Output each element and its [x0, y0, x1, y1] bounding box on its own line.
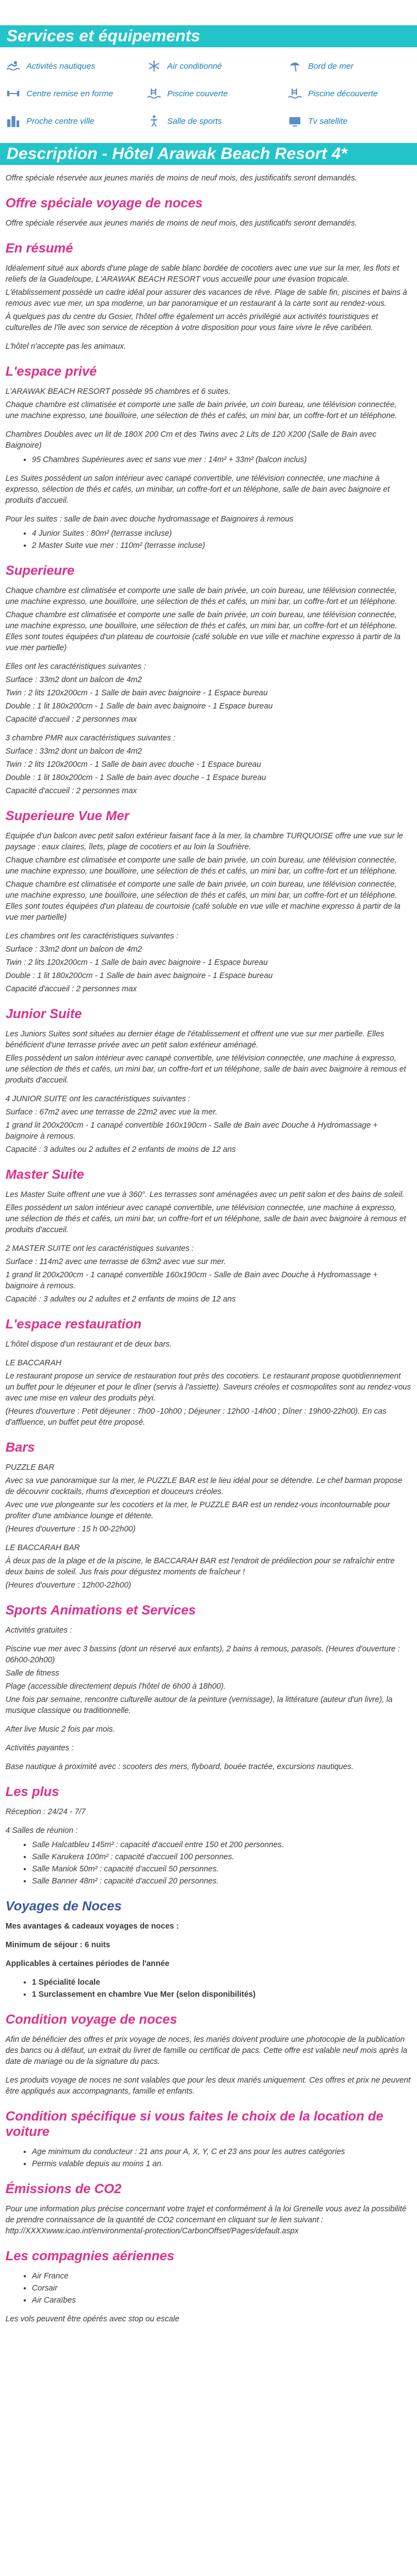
spec-line: Les chambres ont les caractéristiques suivantes : [6, 932, 179, 941]
spec-line: Capacité d'accueil : 2 personnes max [6, 985, 137, 993]
spec-line: Capacité d'accueil : 2 personnes max [6, 715, 137, 724]
section-title: Superieure [6, 563, 75, 578]
paragraph: Pour une information plus précise concernant votre trajet et conformément à la loi Grenelle vous avez la possibilité de prendre connaissance de la quantité de CO2 concernant en cliquant sur le lien suivant : http://XXXXwww.icao.int/environmental-protection/CarbonOffset/Pages/default.aspx [6, 2205, 407, 2236]
paragraph: À deux pas de la plage et de la piscine, le BACCARAH BAR est l'endroit de prédilection pour se rafraîchir entre deux bains de soleil. Jus frais pour dégustez moments de fraîcheur ! [6, 1557, 395, 1577]
paragraph: Chambres Doubles avec un lit de 180X 200 Cm et des Twins avec 2 Lits de 120 X200 (Salle de Bain avec Baignoire) [6, 430, 377, 450]
paragraph: Minimum de séjour : 6 nuits [6, 1941, 111, 1949]
service-proche-centre-ville [6, 114, 146, 128]
service-activites-nautiques [6, 59, 146, 73]
service-air-conditionne [146, 59, 287, 73]
spec-line: 1 grand lit 200x200cm - 1 canapé convertible 160x190cm - Salle de Bain avec Douche à Hydromassage + baignoire à remous. [6, 1271, 378, 1290]
dumbbell-icon [6, 87, 21, 100]
list-item: • 1 Spécialité locale [32, 1977, 411, 1988]
paragraph: Elles possèdent un salon intérieur avec canapé convertible, une télévision connectée, une machine à expresso, une sélection de thés et cafés, un mini bar, un coffre-fort et un téléphone, salle de bain avec baignoire à remous et produits d'accueil. [6, 1204, 406, 1234]
service-label: Piscine découverte [308, 89, 378, 98]
section-title: L'espace restauration [6, 1317, 142, 1332]
spec-line: Double : 1 lit 180x200cm - 1 Salle de bain avec baignoire - 1 Espace bureau [6, 702, 273, 711]
paragraph: Les Juniors Suites sont situées au dernier étage de l'établissement et offrent une vue sur mer partielle. Elles bénéficient d'une terrasse privée avec un petit salon extérieur aménagé. [6, 1030, 385, 1050]
spec-line: 3 chambre PMR aux caractéristiques suivantes : [6, 734, 175, 743]
section-title: Voyages de Noces [6, 1899, 122, 1914]
paragraph: Offre spéciale réservée aux jeunes mariés de moins de neuf mois, des justificatifs seront demandés. [6, 219, 358, 228]
paragraph: Idéalement situé aux abords d'une plage de sable blanc bordée de cocotiers avec une vue sur la mer, les flots et reliefs de la Guadeloupe, L'ARAWAK BEACH RESORT vous accueille pour une évasion tropicale. [6, 264, 399, 284]
list-item: • 2 Master Suite vue mer : 110m² (terrasse incluse) [32, 540, 411, 551]
paragraph: Pour les suites : salle de bain avec douche hydromassage et Baignoires à remous [6, 515, 294, 524]
service-centre-remise-en-forme [6, 87, 146, 100]
paragraph: L'ARAWAK BEACH RESORT possède 95 chambres et 6 suites. [6, 387, 231, 396]
service-label: Air conditionné [167, 61, 222, 71]
pool-icon [146, 87, 162, 100]
list-item: • 95 Chambres Supérieures avec et sans vue mer : 14m² + 33m² (balcon inclus) [32, 454, 411, 465]
spec-line: Surface : 33m2 dont un balcon de 4m2 [6, 675, 142, 684]
paragraph: Activités gratuites : [6, 1626, 72, 1635]
paragraph: Chaque chambre est climatisée et comporte une salle de bain privée, un coin bureau, une télévision connectée, une machine expresso, une bouilloire, une sélection de thés et cafés, un mini bar, un coffre-fort et un téléphone. [6, 856, 397, 876]
meeting-rooms-list [6, 1839, 411, 1887]
paragraph: L'établissement possède un cadre idéal pour assurer des vacances de rêve. Plage de sable fin, piscines et bains à remous avec vue mer, un spa moderne, un bar panoramique et un restaurant à la carte sont au rendez-vous. [6, 288, 407, 308]
intro-text: Offre spéciale réservée aux jeunes mariés de moins de neuf mois, des justificatifs seront demandés. [6, 174, 358, 183]
description-header: Description - Hôtel Arawak Beach Resort 4* [0, 143, 417, 165]
paragraph: Une fois par semaine, rencontre culturelle autour de la peinture (vernissage), la littérature (auteur d'un livre), la musique classique ou traditionnelle. [6, 1695, 393, 1715]
section-title: Sports Animations et Services [6, 1603, 196, 1618]
spec-line: 4 JUNIOR SUITE ont les caractéristiques suivantes : [6, 1095, 190, 1103]
paragraph: Base nautique à proximité avec : scooters des mers, flyboard, bouée tractée, excursions nautiques. [6, 1762, 354, 1771]
list-item: • Age minimum du conducteur : 21 ans pour A, X, Y, C et 23 ans pour les autres catégories [32, 2146, 411, 2157]
spec-line: Double : 1 lit 180x200cm - 1 Salle de bain avec baignoire - 1 Espace bureau [6, 971, 273, 980]
paragraph: Activités payantes : [6, 1744, 74, 1753]
room-list [6, 454, 411, 465]
spec-line: Capacité : 3 adultes ou 2 adultes et 2 enfants de moins de 12 ans [6, 1295, 236, 1304]
service-salle-de-sports [146, 114, 287, 128]
paragraph: Avec une vue plongeante sur les cocotiers et la mer, le PUZZLE BAR est un rendez-vous incontournable pour profiter d'une ambiance lounge et détente. [6, 1501, 390, 1520]
paragraph: Réception : 24/24 - 7/7 [6, 1808, 86, 1816]
list-item: • Corsair [32, 2283, 411, 2294]
bar-name: PUZZLE BAR [6, 1463, 54, 1472]
paragraph: Les Master Suite offrent une vue à 360°. Les terrasses sont aménagées avec un petit salon et des bains de soleil. [6, 1190, 404, 1199]
spec-line: 2 MASTER SUITE ont les caractéristiques suivantes : [6, 1244, 194, 1253]
opening-hours: (Heures d'ouverture : 15 h 00-22h00) [6, 1525, 136, 1534]
services-header: Services et équipements [0, 25, 417, 47]
spec-line: Double : 1 lit 180x200cm - 1 Salle de bain avec douche - 1 Espace bureau [6, 773, 266, 782]
paragraph: Les produits voyage de noces ne sont valables que pour les deux mariés uniquement. Ces offres et prix ne peuvent être appliqués aux accompagnants, famille et enfants. [6, 2076, 410, 2096]
service-label: Tv satellite [308, 116, 348, 126]
snowflake-icon [146, 59, 162, 73]
spec-line: Capacité d'accueil : 2 personnes max [6, 787, 137, 795]
opening-hours: (Heures d'ouverture : 12h00-22h00) [6, 1581, 131, 1590]
spec-line: Elles ont les caractéristiques suivantes : [6, 662, 146, 671]
service-label: Salle de sports [167, 116, 222, 126]
paragraph: Piscine vue mer avec 3 bassins (dont un réservé aux enfants), 2 bains à remous, parasols. (Heures d'ouverture : 06h00-20h00) [6, 1645, 400, 1665]
spec-line: Surface : 33m2 dont un balcon de 4m2 [6, 747, 142, 756]
paragraph: Chaque chambre est climatisée et comporte une salle de bain privée, un coin bureau, une télévision connectée, une machine expresso, une bouilloire, une sélection de thés et cafés, un mini bar, un coffre-fort et un téléphone. Elles sont toutes équipées d'un plateau de courtoisie (café soluble en vue ville et machine expresso à partir de la vue mer partielle) [6, 611, 400, 652]
paragraph: Avec sa vue panoramique sur la mer, le PUZZLE BAR est le lieu idéal pour se détendre. Le chef barman propose de découvrir cocktails, rhums d'exception et douceurs créoles. [6, 1476, 403, 1496]
spec-line: Twin : 2 lits 120x200cm - 1 Salle de bain avec baignoire - 1 Espace bureau [6, 958, 268, 967]
section-title: Superieure Vue Mer [6, 809, 129, 823]
service-piscine-couverte [146, 87, 287, 100]
paragraph: Chaque chambre est climatisée et comporte une salle de bain privée, un coin bureau, une télévision connectée, une machine expresso, une bouilloire, une sélection de thés et cafés, un mini bar, un coffre-fort et un téléphone. [6, 586, 397, 606]
paragraph: Applicables à certaines périodes de l'année [6, 1959, 169, 1968]
swimmer-icon [6, 59, 21, 73]
spec-line: 1 grand lit 200x200cm - 1 canapé convertible 160x190cm - Salle de Bain avec Douche à Hydromassage + baignoire à remous. [6, 1121, 378, 1141]
tv-icon [287, 114, 303, 128]
section-title: Condition voyage de noces [6, 2012, 178, 2027]
paragraph: Les vols peuvent être opérés avec stop ou escale [6, 2315, 179, 2324]
paragraph: Les Suites possèdent un salon intérieur avec canapé convertible, une télévision connectée, une machine à expresso, sélection de thés et cafés, un minibar, un coffre-fort et un téléphone, salle de bain avec baignoire et produits d'accueil. [6, 474, 390, 505]
paragraph: Elles possèdent un salon intérieur avec canapé convertible, une télévision connectée, une machine à expresso, une sélection de thés et cafés, un mini bar, un coffre-fort et un téléphone, salle de bain avec baignoire à remous et produits d'accueil. [6, 1054, 406, 1085]
spec-line: Surface : 114m2 avec une terrasse de 63m2 avec vue sur mer. [6, 1257, 226, 1266]
car-rental-conditions-list [6, 2146, 411, 2169]
service-label: Bord de mer [308, 61, 354, 71]
city-icon [6, 114, 21, 128]
paragraph: Mes avantages & cadeaux voyages de noces : [6, 1922, 179, 1931]
spec-line: Twin : 2 lits 120x200cm - 1 Salle de bain avec douche - 1 Espace bureau [6, 760, 261, 769]
section-title: Les compagnies aériennes [6, 2249, 174, 2264]
section-title: Offre spéciale voyage de noces [6, 196, 203, 211]
paragraph: Chaque chambre est climatisée et comporte une salle de bain privée, un coin bureau, une télévision connectée, une machine expresso, une bouilloire, une sélection de thés et cafés, un mini bar, un coffre-fort et un téléphone. [6, 400, 397, 420]
service-bord-de-mer [287, 59, 417, 73]
service-label: Piscine couverte [167, 89, 228, 98]
outdoor-pool-icon [287, 87, 303, 100]
section-title: Junior Suite [6, 1007, 82, 1021]
airlines-list [6, 2271, 411, 2306]
list-item: • Salle Halcatbleu 145m² : capacité d'accueil entre 150 et 200 personnes. [32, 1839, 411, 1850]
spec-line: Twin : 2 lits 120x200cm - 1 Salle de bain avec baignoire - 1 Espace bureau [6, 689, 268, 697]
section-title: Les plus [6, 1784, 59, 1799]
services-grid [0, 47, 417, 143]
paragraph: Afin de bénéficier des offres et prix voyage de noces, les mariés doivent produire une photocopie de la publication des bancs ou à défaut, un extrait du livret de famille ou certificat de pacs. Cette offre est valable neuf mois après la date de mariage ou de la signature du pacs. [6, 2035, 408, 2066]
bar-name: LE BACCARAH BAR [6, 1544, 80, 1552]
paragraph: Equipée d'un balcon avec petit salon extérieur faisant face à la mer, la chambre TURQUOISE offre une vue sur le paysage : eaux claires, îlets, plage de cocotiers et au loin la Soufrière. [6, 832, 403, 852]
paragraph: L'hôtel n'accepte pas les animaux. [6, 342, 127, 351]
paragraph: À quelques pas du centre du Gosier, l'hôtel offre également un accès privilégié aux activités touristiques et culturelles de l'île avec son service de réception à votre disposition pour vous faire vivre le rêve caribéen. [6, 312, 378, 332]
beach-umbrella-icon [287, 59, 303, 73]
list-item: • Air France [32, 2271, 411, 2282]
paragraph: After live Music 2 fois par mois. [6, 1725, 116, 1734]
list-item: • 1 Surclassement en chambre Vue Mer (selon disponibilités) [32, 1989, 411, 2000]
list-item: • Salle Banner 48m² : capacité d'accueil 20 personnes. [32, 1876, 411, 1887]
honeymoon-gifts-list [6, 1977, 411, 2000]
spec-line: Surface : 67m2 avec une terrasse de 22m2 avec vue la mer. [6, 1108, 218, 1117]
section-title: Bars [6, 1440, 35, 1455]
section-title: Master Suite [6, 1167, 84, 1182]
service-label: Activités nautiques [26, 61, 96, 71]
description-body [0, 173, 417, 2325]
spec-line: Capacité : 3 adultes ou 2 adultes et 2 enfants de moins de 12 ans [6, 1145, 236, 1154]
list-item: • Air Caraïbes [32, 2295, 411, 2306]
section-title: En résumé [6, 241, 73, 256]
paragraph: L'hôtel dispose d'un restaurant et de deux bars. [6, 1340, 172, 1349]
service-tv-satellite [287, 114, 417, 128]
paragraph: Le restaurant propose un service de restauration tout près des cocotiers. Le restaurant propose quotidiennement un buffet pour le déjeuner et pour le dîner (servis à l'assiette). Saveurs créoles et cosmopolites sont au rendez-vous avec une mise en valeur des produits pèyi. [6, 1372, 411, 1403]
paragraph: Salle de fitness [6, 1669, 59, 1678]
service-piscine-decouverte [287, 87, 417, 100]
section-title: Condition spécifique si vous faites le choix de la location de voiture [6, 2109, 383, 2139]
paragraph: Plage (accessible directement depuis l'hôtel de 6h00 à 18h00). [6, 1682, 226, 1691]
suite-list [6, 528, 411, 551]
list-item: • Salle Maniok 50m² : capacité d'accueil 50 personnes. [32, 1864, 411, 1875]
list-item: • Permis valable depuis au moins 1 an. [32, 2158, 411, 2169]
list-item: • Salle Karukera 100m² : capacité d'accueil 100 personnes. [32, 1852, 411, 1863]
section-title: Émissions de CO2 [6, 2182, 122, 2196]
list-item: • 4 Junior Suites : 80m² (terrasse incluse) [32, 528, 411, 539]
service-label: Centre remise en forme [26, 89, 113, 98]
spec-line: Surface : 33m2 dont un balcon de 4m2 [6, 945, 142, 954]
section-title: L'espace privé [6, 364, 97, 379]
opening-hours: (Heures d'ouverture : Petit déjeuner : 7h00 -10h00 ; Déjeuner : 12h00 -14h00 ; Dîner : 19h00-22h00). En cas d'affluence, un buffet peut être proposé. [6, 1407, 387, 1427]
paragraph: Chaque chambre est climatisée et comporte une salle de bain privée, un coin bureau, une télévision connectée, une machine expresso, une bouilloire, une sélection de thés et cafés, un mini bar, un coffre-fort et un téléphone. Elles sont toutes équipées d'un plateau de courtoisie (café soluble en vue ville et machine expresso à partir de la vue mer partielle) [6, 880, 400, 922]
gym-icon [146, 114, 162, 128]
service-label: Proche centre ville [26, 116, 95, 126]
paragraph: 4 Salles de réunion : [6, 1826, 78, 1835]
restaurant-name: LE BACCARAH [6, 1359, 62, 1367]
